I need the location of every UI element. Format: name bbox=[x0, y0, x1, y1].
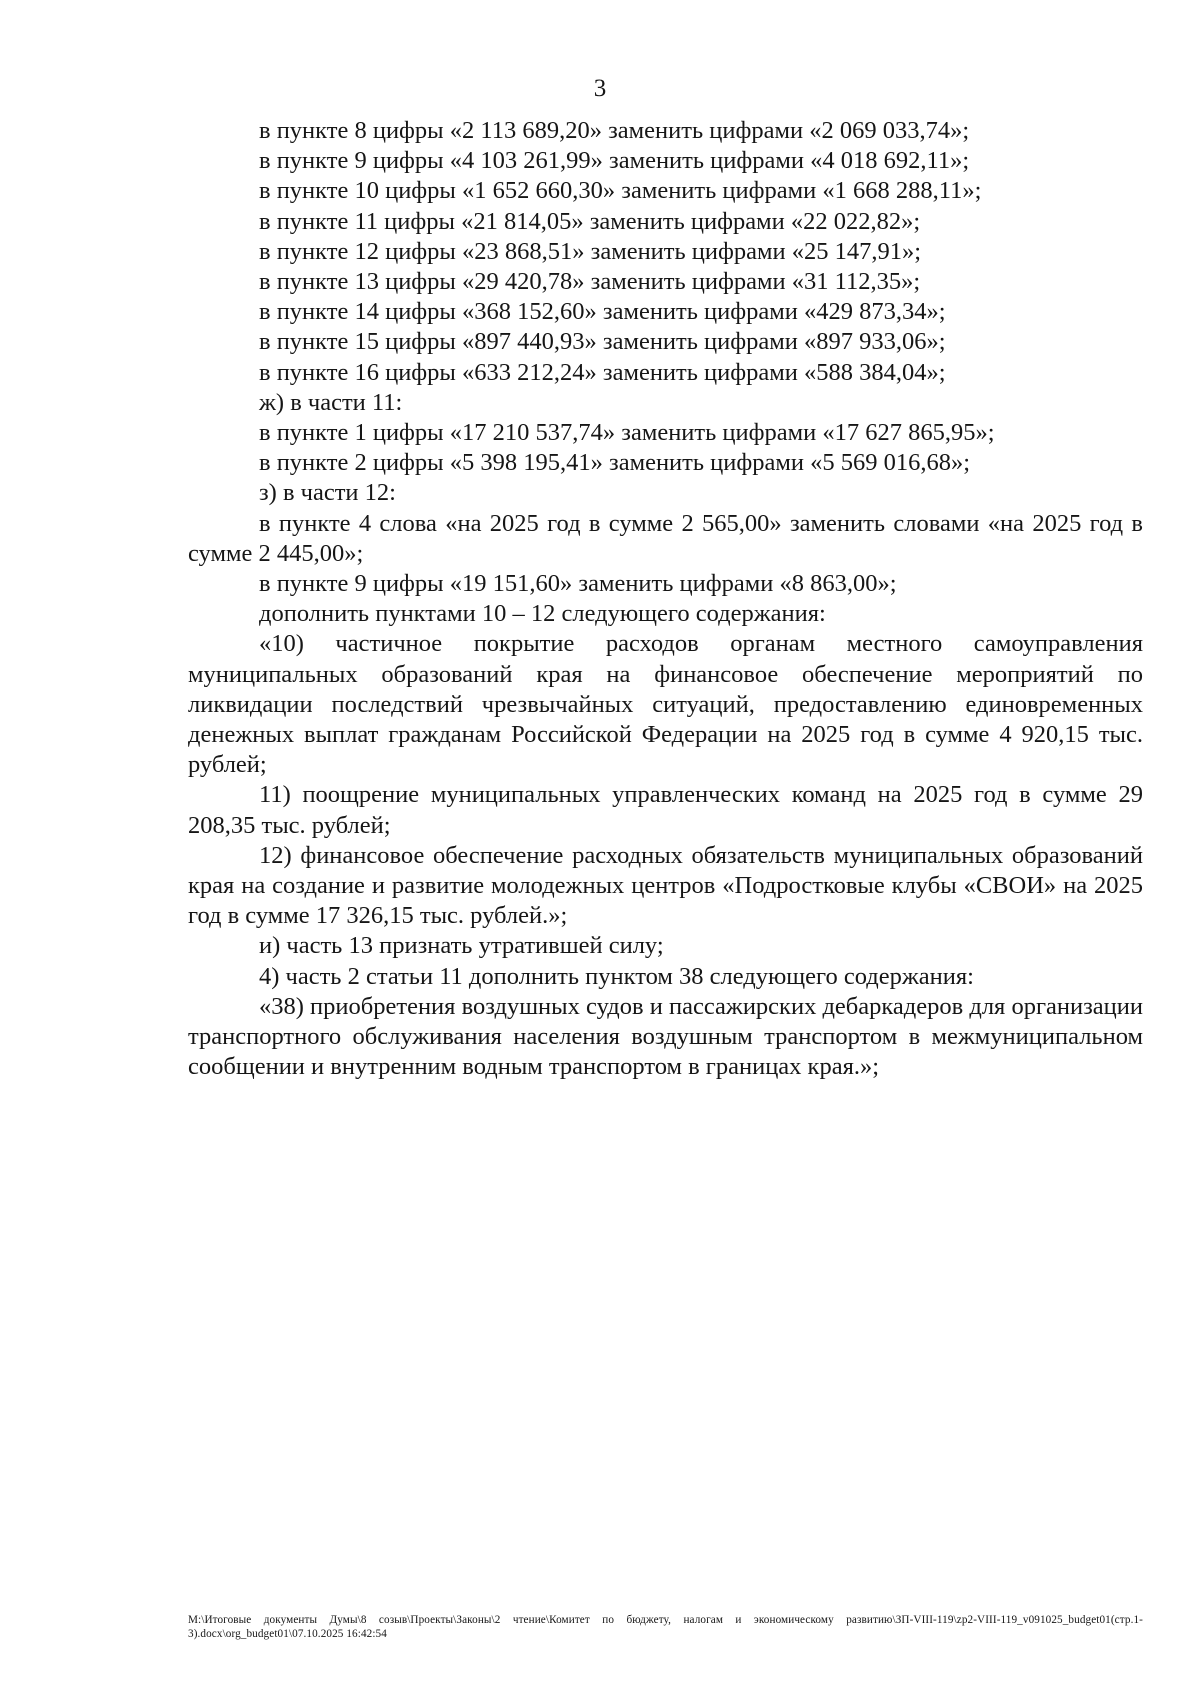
paragraph: в пункте 4 слова «на 2025 год в сумме 2 565,00» заменить словами «на 2025 год в сумме 2 445,00»; bbox=[188, 509, 1143, 567]
paragraph: в пункте 15 цифры «897 440,93» заменить цифрами «897 933,06»; bbox=[259, 328, 946, 356]
body-text bbox=[188, 116, 1143, 1083]
paragraph: в пункте 11 цифры «21 814,05» заменить цифрами «22 022,82»; bbox=[259, 207, 921, 235]
paragraph: в пункте 13 цифры «29 420,78» заменить цифрами «31 112,35»; bbox=[259, 268, 921, 296]
page-number: 3 bbox=[593, 75, 607, 102]
paragraph: в пункте 9 цифры «4 103 261,99» заменить цифрами «4 018 692,11»; bbox=[259, 147, 970, 175]
paragraph: в пункте 10 цифры «1 652 660,30» заменить цифрами «1 668 288,11»; bbox=[259, 177, 982, 205]
paragraph: и) часть 13 признать утратившей силу; bbox=[259, 932, 664, 960]
paragraph: «38) приобретения воздушных судов и пассажирских дебаркадеров для организации транспортного обслуживания населения воздушным транспортом в межмуниципальном сообщении и внутренним водным транспортом в границах края.»; bbox=[188, 992, 1143, 1081]
paragraph: в пункте 8 цифры «2 113 689,20» заменить цифрами «2 069 033,74»; bbox=[259, 117, 970, 144]
section-heading: ж) в части 11: bbox=[259, 388, 403, 416]
paragraph: 4) часть 2 статьи 11 дополнить пунктом 38 следующего содержания: bbox=[259, 962, 974, 990]
paragraph: 12) финансовое обеспечение расходных обязательств муниципальных образований края на создание и развитие молодежных центров «Подростковые клубы «СВОИ» на 2025 год в сумме 17 326,15 тыс. рублей.»; bbox=[188, 841, 1143, 930]
file-path-footer: M:\Итоговые документы Думы\8 созыв\Проекты\Законы\2 чтение\Комитет по бюджету, налогам и экономическому развитию\ЗП-VIII-119\zp2-VIII-119_v091025_budget01(стр.1-3).docx\org_budget01\07.10.2025 16:42:54 bbox=[188, 1614, 1143, 1640]
paragraph: «10) частичное покрытие расходов органам местного самоуправления муниципальных образований края на финансовое обеспечение мероприятий по ликвидации последствий чрезвычайных ситуаций, предоставлению единовременных денежных выплат гражданам Российской Федерации на 2025 год в сумме 4 920,15 тыс. рублей; bbox=[188, 630, 1143, 779]
paragraph: в пункте 16 цифры «633 212,24» заменить цифрами «588 384,04»; bbox=[259, 358, 946, 386]
paragraph: в пункте 14 цифры «368 152,60» заменить цифрами «429 873,34»; bbox=[259, 298, 946, 326]
section-heading: з) в части 12: bbox=[259, 479, 396, 507]
paragraph: в пункте 2 цифры «5 398 195,41» заменить цифрами «5 569 016,68»; bbox=[259, 449, 971, 477]
paragraph: в пункте 1 цифры «17 210 537,74» заменить цифрами «17 627 865,95»; bbox=[259, 419, 995, 447]
paragraph: дополнить пунктами 10 – 12 следующего содержания: bbox=[259, 600, 826, 628]
paragraph: в пункте 9 цифры «19 151,60» заменить цифрами «8 863,00»; bbox=[259, 570, 897, 598]
paragraph: 11) поощрение муниципальных управленческих команд на 2025 год в сумме 29 208,35 тыс. рублей; bbox=[188, 781, 1143, 839]
paragraph: в пункте 12 цифры «23 868,51» заменить цифрами «25 147,91»; bbox=[259, 237, 922, 265]
